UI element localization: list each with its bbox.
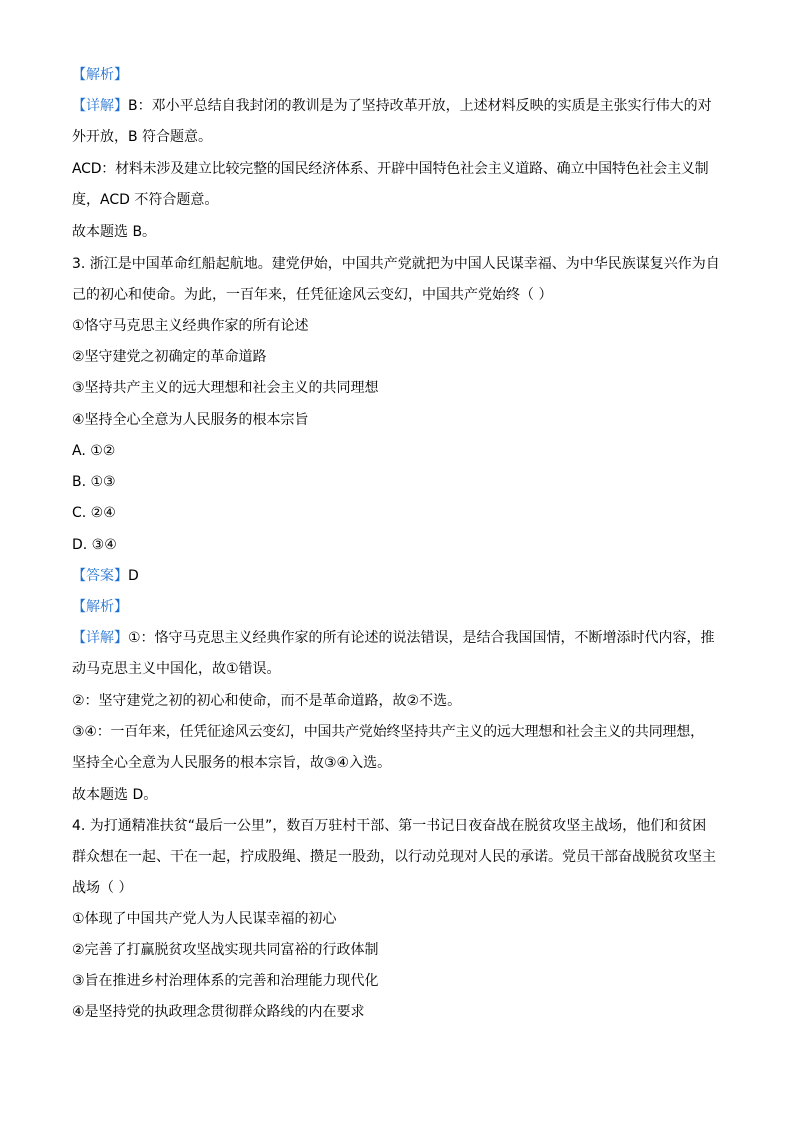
question-4-statement: ①体现了中国共产党人为人民谋幸福的初心 [72,911,337,927]
analysis-header: 【解析】 [72,67,128,83]
question-4-statement: ②完善了打赢脱贫攻坚战实现共同富裕的行政体制 [72,942,379,958]
detail-text-continued: 动马克思主义中国化，故①错误。 [72,661,281,677]
question-3-statement: ②坚守建党之初确定的革命道路 [72,349,267,365]
question-3-statement: ④坚持全心全意为人民服务的根本宗旨 [72,412,309,428]
answer-tag: 【答案】 [72,568,128,584]
answer-value: D [128,568,139,584]
detail-paragraph-line [72,630,732,646]
detail-tag: 【详解】 [72,630,128,646]
detail-text: ③④：一百年来，任凭征途风云变幻，中国共产党始终坚持共产主义的远大理想和社会主义的共同理想， [72,724,704,740]
analysis-header: 【解析】 [72,599,128,615]
question-3-stem: 3. 浙江是中国革命红船起航地。建党伊始，中国共产党就把为中国人民谋幸福、为中华民族谋复兴作为自 [72,256,720,272]
question-3-option-c: C. ②④ [72,505,116,521]
question-3-statement: ③坚持共产主义的远大理想和社会主义的共同理想 [72,380,379,396]
question-4-stem-continued: 群众想在一起、干在一起，拧成股绳、攒足一股劲，以行动兑现对人民的承诺。党员干部奋战脱贫攻坚主 [72,849,716,865]
detail-text: ②：坚守建党之初的初心和使命，而不是革命道路，故②不选。 [72,693,462,709]
detail-text: ①：恪守马克思主义经典作家的所有论述的说法错误，是结合我国国情，不断增添时代内容，推 [128,630,715,646]
conclusion-text: 故本题选 B。 [72,224,157,240]
question-4-statement: ③旨在推进乡村治理体系的完善和治理能力现代化 [72,973,379,989]
detail-paragraph-line [72,98,732,114]
acd-text: ACD：材料未涉及建立比较完整的国民经济体系、开辟中国特色社会主义道路、确立中国特色社会主义制 [72,161,709,177]
question-3-statement: ①恪守马克思主义经典作家的所有论述 [72,318,309,334]
detail-text: B：邓小平总结自我封闭的教训是为了坚持改革开放，上述材料反映的实质是主张实行伟大的对 [128,98,712,114]
answer-line [72,568,732,584]
detail-text-continued: 外开放，B 符合题意。 [72,129,213,145]
question-3-option-d: D. ③④ [72,537,117,553]
detail-text-continued: 坚持全心全意为人民服务的根本宗旨，故③④入选。 [72,755,392,771]
question-3-option-b: B. ①③ [72,474,116,490]
question-3-option-a: A. ①② [72,443,116,459]
acd-text-continued: 度，ACD 不符合题意。 [72,192,219,208]
detail-tag: 【详解】 [72,98,128,114]
conclusion-text: 故本题选 D。 [72,787,158,803]
question-3-stem-continued: 己的初心和使命。为此，一百年来，任凭征途风云变幻，中国共产党始终（ ） [72,287,553,303]
question-4-statement: ④是坚持党的执政理念贯彻群众路线的内在要求 [72,1004,365,1020]
question-4-stem-continued: 战场（ ） [72,880,133,896]
question-4-stem: 4. 为打通精准扶贫“最后一公里”，数百万驻村干部、第一书记日夜奋战在脱贫攻坚主战场，他们和贫困 [72,818,707,834]
